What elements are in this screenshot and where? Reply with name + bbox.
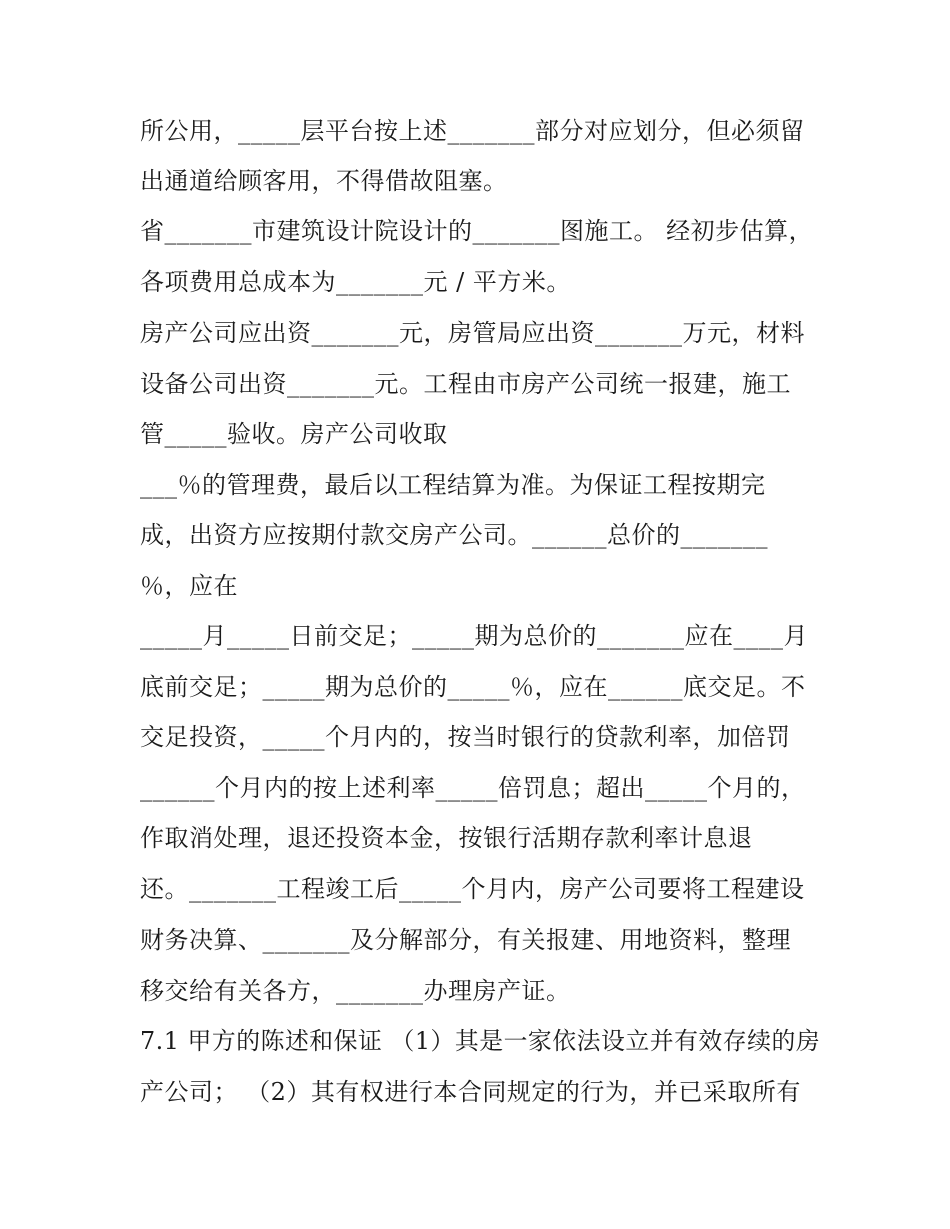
text-line: 产公司； （2）其有权进行本合同规定的行为，并已采取所有 (140, 1078, 801, 1106)
text-line: 作取消处理，退还投资本金，按银行活期存款利率计息退 (140, 824, 753, 852)
text-line: 出通道给顾客用，不得借故阻塞。 (140, 167, 508, 195)
text-line: 房产公司应出资_______元，房管局应出资_______万元，材料 (140, 319, 805, 347)
text-line: 成，出资方应按期付款交房产公司。______总价的_______ (140, 521, 768, 549)
text-line: 所公用，_____层平台按上述_______部分对应划分，但必须留 (140, 117, 805, 145)
text-line: ___％的管理费，最后以工程结算为准。为保证工程按期完 (140, 471, 766, 499)
text-line: ______个月内的按上述利率_____倍罚息；超出_____个月的， (140, 774, 806, 802)
text-line: 交足投资，_____个月内的，按当时银行的贷款利率，加倍罚 (140, 723, 791, 751)
text-line: 移交给有关各方，_______办理房产证。 (140, 977, 571, 1005)
text-line: 7.1 甲方的陈述和保证 （1）其是一家依法设立并有效存续的房 (140, 1027, 821, 1055)
text-line: 省_______市建筑设计院设计的_______图施工。 经初步估算， (140, 217, 814, 245)
text-line: _____月_____日前交足；_____期为总价的_______应在____月 (140, 622, 808, 650)
text-line: 管_____验收。房产公司收取 (140, 420, 448, 448)
text-line: 还。_______工程竣工后_____个月内，房产公司要将工程建设 (140, 875, 805, 903)
text-line: 底前交足；_____期为总价的_____％，应在______底交足。不 (140, 673, 806, 701)
text-line: 设备公司出资_______元。工程由市房产公司统一报建，施工 (140, 370, 791, 398)
text-line: 各项费用总成本为_______元 / 平方米。 (140, 268, 571, 296)
text-line: 财务决算、_______及分解部分，有关报建、用地资料，整理 (140, 926, 791, 954)
text-line: ％，应在 (140, 572, 238, 600)
